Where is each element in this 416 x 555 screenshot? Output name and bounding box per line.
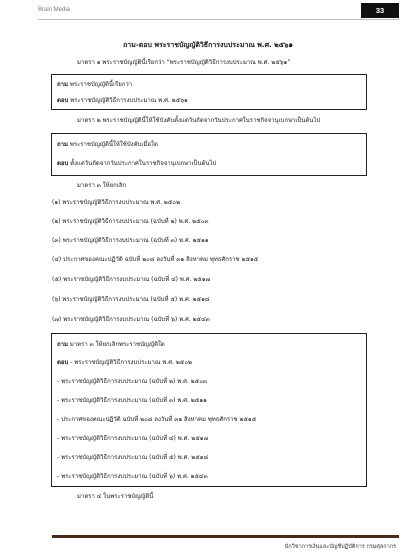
answer-list-item: - พระราชบัญญัติวิธีการงบประมาณ (ฉบับที่ ๔) พ.ศ. ๒๕๑๗ (57, 435, 209, 442)
answer-text: ตั้งแต่วันถัดจากวันประกาศในราชกิจจานุเบกษาเป็นต้นไป (68, 160, 217, 167)
footer-text: นักวิชาการเงินและบัญชีปฏิบัติการ กรมศุลกากร (284, 544, 396, 550)
answer-list-item: - พระราชบัญญัติวิธีการงบประมาณ (ฉบับที่ ๖) พ.ศ. ๒๕๔๓ (57, 473, 208, 480)
list-item: (๒) พระราชบัญญัติวิธีการงบประมาณ (ฉบับที่ ๒) พ.ศ. ๒๕๐๓ (52, 218, 209, 225)
section-1-text: มาตรา ๑ พระราชบัญญัตินี้เรียกว่า “พระราชบัญญัติวิธีการงบประมาณ พ.ศ. ๒๕๖๑” (77, 59, 291, 66)
page-number-badge: 33 (361, 3, 399, 18)
qa-question (57, 80, 132, 89)
section-3-text: มาตรา ๓ ให้ยกเลิก (77, 182, 127, 189)
qa-box-3 (51, 333, 367, 487)
answer-list-item: - พระราชบัญญัติวิธีการงบประมาณ (ฉบับที่ ๒) พ.ศ. ๒๕๐๓ (57, 378, 207, 385)
question-text: มาตรา ๓ ให้ยกเลิกพระราชบัญญัติใด (67, 341, 165, 348)
list-item: (๕) พระราชบัญญัติวิธีการงบประมาณ (ฉบับที่ ๔) พ.ศ. ๒๕๑๗ (52, 276, 211, 283)
list-item: (๓) พระราชบัญญัติวิธีการงบประมาณ (ฉบับที่ ๓) พ.ศ. ๒๕๑๑ (52, 237, 209, 244)
section-4-text: มาตรา ๔ ในพระราชบัญญัตินี้ (77, 493, 154, 500)
list-item: (๗) พระราชบัญญัติวิธีการงบประมาณ (ฉบับที่ ๖) พ.ศ. ๒๕๔๓ (52, 316, 210, 323)
qa-answer (57, 159, 216, 168)
section-2-text: มาตรา ๒ พระราชบัญญัตินี้ให้ใช้บังคับตั้งแต่วันถัดจากวันประกาศในราชกิจจานุเบกษาเป็นต้นไป (77, 117, 321, 124)
brand-name: Brain Media (38, 7, 71, 13)
answer-list-item: - ประกาศของคณะปฏิวัติ ฉบับที่ ๒๐๘ ลงวันที่ ๓๑ สิงหาคม พุทธศักราช ๒๕๑๕ (57, 416, 257, 423)
answer-label: ตอบ (57, 359, 69, 366)
answer-label: ตอบ (57, 160, 69, 167)
qa-question (57, 340, 165, 349)
answer-list-item: - พระราชบัญญัติวิธีการงบประมาณ (ฉบับที่ ๕) พ.ศ. ๒๕๑๘ (57, 454, 209, 461)
question-label: ถาม (57, 341, 68, 348)
answer-text: พระราชบัญญัติวิธีการงบประมาณ พ.ศ. ๒๕๖๑ (68, 97, 188, 104)
header-divider (38, 19, 399, 20)
page-title: ถาม-ตอบ พระราชบัญญัติวิธีการงบประมาณ พ.ศ. ๒๕๖๑ (123, 41, 293, 49)
question-text: พระราชบัญญัตินี้ให้ใช้บังคับเมื่อใด (67, 141, 158, 148)
page-header (0, 0, 416, 22)
list-item: (๖) พระราชบัญญัติวิธีการงบประมาณ (ฉบับที่ ๕) พ.ศ. ๒๕๑๘ (52, 296, 210, 303)
answer-list-item: - พระราชบัญญัติวิธีการงบประมาณ (ฉบับที่ ๓) พ.ศ. ๒๕๑๑ (57, 397, 207, 404)
question-label: ถาม (57, 81, 68, 88)
question-text: พระราชบัญญัตินี้เรียกว่า (67, 81, 133, 88)
list-item: (๔) ประกาศของคณะปฏิวัติ ฉบับที่ ๒๐๘ ลงวันที่ ๓๑ สิงหาคม พุทธศักราช ๒๕๑๕ (52, 256, 259, 263)
answer-label: ตอบ (57, 97, 69, 104)
qa-box-2 (51, 133, 367, 176)
qa-question (57, 140, 158, 149)
qa-answer (57, 358, 192, 367)
qa-answer (57, 96, 188, 105)
qa-box-1 (51, 74, 367, 110)
question-label: ถาม (57, 141, 68, 148)
footer-divider (52, 535, 399, 538)
list-item: (๑) พระราชบัญญัติวิธีการงบประมาณ พ.ศ. ๒๕๐๒ (52, 199, 181, 206)
answer-text: - พระราชบัญญัติวิธีการงบประมาณ พ.ศ. ๒๕๐๒ (68, 359, 192, 366)
